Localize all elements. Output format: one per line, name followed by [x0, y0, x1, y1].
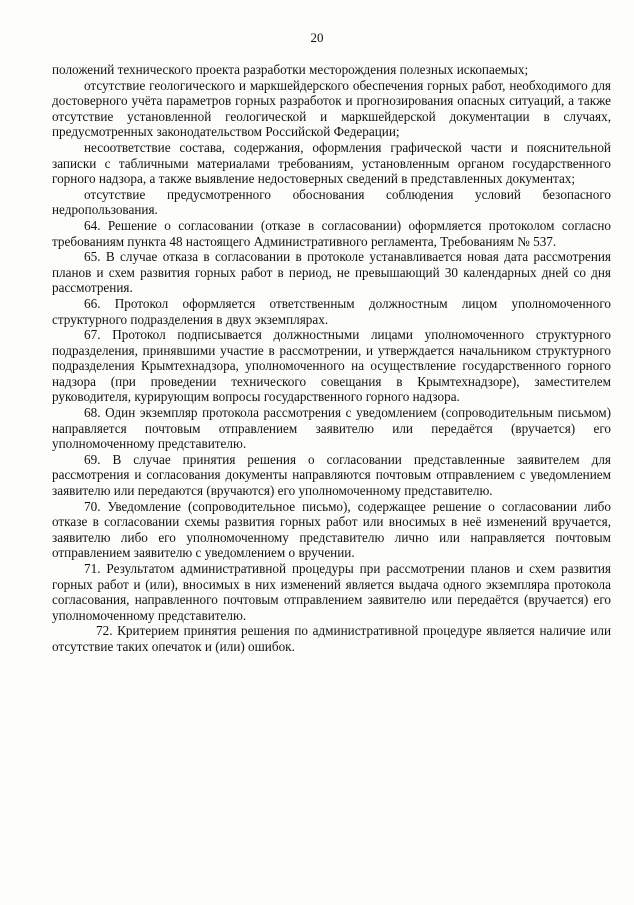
paragraph-item-68: 68. Один экземпляр протокола рассмотрения с уведомлением (сопроводительным письмом) направляется почтовым отправлением заявителю или передаётся (вручается) его уполномоченному представителю. — [52, 405, 611, 452]
paragraph-item-66: 66. Протокол оформляется ответственным должностным лицом уполномоченного структурного подразделения в двух экземплярах. — [52, 295, 611, 327]
paragraph-item-67: 67. Протокол подписывается должностными лицами уполномоченного структурного подразделения, принявшими участие в рассмотрении, и утверждается начальником структурного подразделения Крымтехнадзора, уполномоченного на осуществление государственного горного надзора (при проведении технического совещания в Крымтехнадзоре), заместителем руководителя, курирующим вопросы государственного горного надзора. — [52, 327, 611, 405]
paragraph-item-72: 72. Критерием принятия решения по административной процедуре является наличие или отсутствие таких опечаток и (или) ошибок. — [52, 623, 611, 654]
paragraph-item-69: 69. В случае принятия решения о согласовании представленные заявителем для рассмотрения и согласования документы направляются почтовым отправлением с уведомлением заявителю или передаются (вручаются) его уполномоченному представителю. — [52, 451, 611, 499]
paragraph-item-65: 65. В случае отказа в согласовании в протоколе устанавливается новая дата рассмотрения планов и схем развития горных работ в период, не превышающий 30 календарных дней со дня рассмотрения. — [52, 249, 611, 296]
document-body — [52, 62, 611, 655]
paragraph-continued: положений технического проекта разработки месторождения полезных ископаемых; — [52, 62, 529, 77]
paragraph-item-71: 71. Результатом административной процедуры при рассмотрении планов и схем развития горных работ и (или), вносимых в них изменений является выдача одного экземпляра протокола согласования, направленного почтовым отправлением заявителю или передаётся (вручается) его уполномоченному представителю. — [52, 561, 611, 623]
paragraph-item-70: 70. Уведомление (сопроводительное письмо), содержащее решение о согласовании либо отказе в согласовании схемы развития горных работ или вносимых в неё изменений вручается, заявителю либо его уполномоченному представителю лично или направляется почтовым отправлением заявителю с уведомлением о вручении. — [52, 498, 611, 561]
paragraph-list-item: отсутствие геологического и маркшейдерского обеспечения горных работ, необходимого для достоверного учёта параметров горных разработок и прогнозирования опасных ситуаций, а также отсутствие установленной геологической и маркшейдерской документации в случаях, предусмотренных законодательством Российской Федерации; — [52, 77, 611, 140]
paragraph-list-item: несоответствие состава, содержания, оформления графической части и пояснительной записки с табличными материалами требованиям, установленным органом государственного горного надзора, а также выявление недостоверных сведений в представленных документах; — [52, 139, 611, 187]
page-number: 20 — [310, 30, 324, 45]
paragraph-list-item: отсутствие предусмотренного обоснования соблюдения условий безопасного недропользования. — [52, 186, 611, 218]
paragraph-item-64: 64. Решение о согласовании (отказе в согласовании) оформляется протоколом согласно требованиям пункта 48 настоящего Административного регламента, Требованиям № 537. — [52, 217, 611, 249]
